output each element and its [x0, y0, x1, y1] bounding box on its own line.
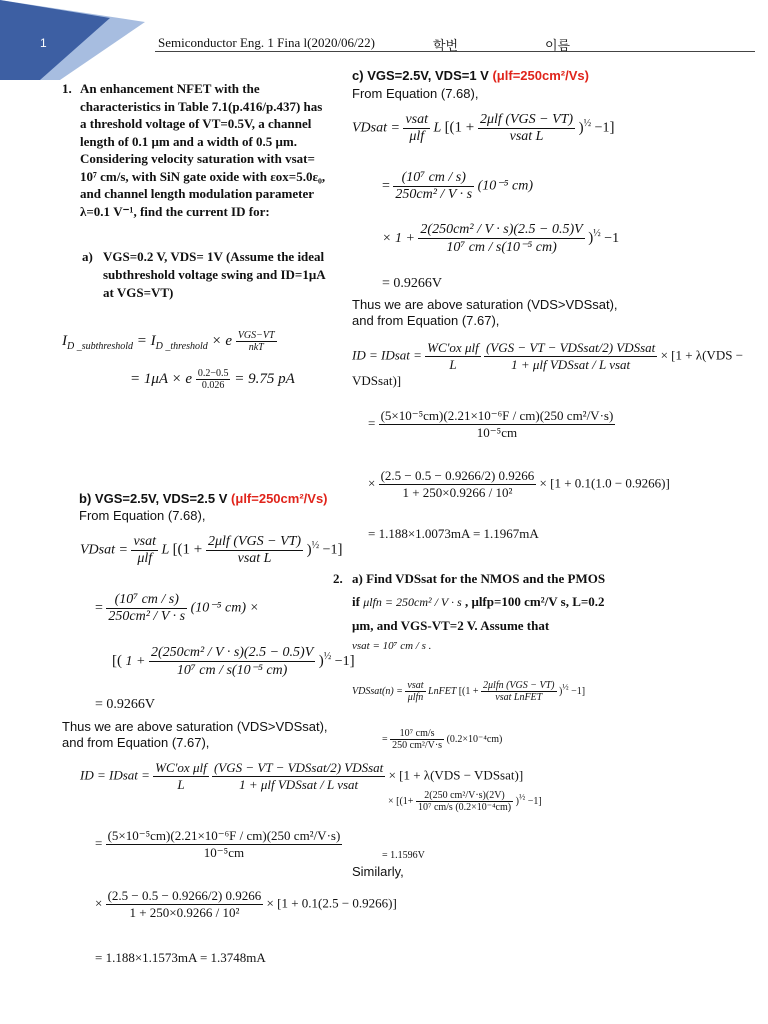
2a-step2-tail: (0.2×10⁻⁴cm)	[446, 733, 503, 745]
2a-vdsat-inner-frac	[481, 680, 556, 703]
2a-vdsat-L: LnFET	[428, 685, 457, 697]
eq2-exponent	[196, 368, 231, 391]
eq-exp-den: nkT	[248, 342, 264, 353]
b-step3-den: 10⁷ cm / s(10⁻⁵ cm)	[176, 663, 288, 678]
c-vdsat-lhs: VDsat =	[352, 120, 400, 136]
c-step3-lead: × 1 +	[382, 231, 415, 247]
2a-vdsat-tail: −1	[571, 685, 582, 697]
vdsat-inner-den: vsat L	[237, 551, 272, 566]
b-sub-num: (2.5 − 0.5 − 0.9266/2) 0.9266	[107, 888, 262, 903]
question-2a-label: a)	[352, 571, 363, 586]
question-1	[62, 80, 332, 220]
question-2-number: 2.	[333, 571, 343, 586]
c-vdsat-frac-num: vsat	[405, 112, 429, 127]
2a-step3-tail: −1	[527, 795, 539, 807]
2a-step3-den: 10⁷ cm/s (0.2×10⁻⁴cm)	[417, 802, 512, 813]
equation-c-numeric: = $\frac{\text{(5×10⁻⁵cm)(2.21×10⁻⁶F / cm)(250 cm²/V·s)}}{\text{10⁻⁵cm}}$	[368, 408, 614, 440]
question-1b-from: From Equation (7.68),	[79, 508, 206, 523]
page-number: 1	[40, 36, 47, 50]
eq-mid-sub: D _threshold	[155, 340, 208, 352]
b-step2-den: 250cm² / V · s	[108, 609, 186, 624]
b-sub-frac	[106, 888, 264, 921]
c-sub-den: 1 + 250×0.9266 / 10²	[402, 485, 513, 500]
vdsat-frac-num: vsat	[133, 534, 157, 549]
b-numeric-num: (5×10⁻⁵cm)(2.21×10⁻⁶F / cm)(250 cm²/V·s)	[107, 828, 341, 843]
b-numeric-den: 10⁻⁵cm	[203, 845, 245, 860]
eq2-lhs: = 1μA × e	[130, 370, 193, 387]
b-id-den2: 1 + μlf VDSsat / L vsat	[239, 777, 359, 792]
question-1c-label: c)	[352, 68, 364, 83]
equation-c-id	[352, 340, 768, 389]
eq2-exp-num: 0.2−0.5	[197, 368, 229, 379]
c-step2-den: 250cm² / V · s	[395, 187, 473, 202]
c-id-num1: WC'ox μlf	[427, 340, 479, 355]
question-1c-conditions: VGS=2.5V, VDS=1 V	[367, 68, 489, 83]
b-step3-tail: −1	[334, 654, 350, 670]
2a-vdsat-inner-den: vsat LnFET	[495, 692, 543, 703]
question-2a-vsat: vsat = 10⁷ cm / s .	[352, 640, 432, 652]
b-id-den1: L	[177, 777, 185, 792]
eq-exponent	[236, 330, 277, 353]
vdsat-lhs: VDsat =	[80, 542, 128, 558]
c-step2-frac	[393, 170, 474, 203]
question-1b-conditions: VGS=2.5V, VDS=2.5 V	[94, 491, 228, 506]
b-step3-lead: 1 +	[125, 654, 146, 670]
2a-vdsat-lhs: VDSsat(n) =	[352, 685, 403, 697]
header-rule	[155, 51, 755, 52]
b-id-frac1	[153, 760, 209, 793]
c-id-frac1	[425, 340, 481, 373]
2a-vdsat-frac	[405, 680, 425, 703]
c-id-frac2	[484, 340, 657, 373]
equation-2a-step2: = $\frac{\text{10⁷ cm/s}}{\text{250 cm²/V·s}}$ (0.2×10⁻⁴cm)	[382, 728, 503, 751]
question-1-text: An enhancement NFET with the characteristics in Table 7.1(p.416/p.437) has a threshold voltage of VT=0.5V, a channel length of 0.1 μm and a width of 0.5 μm. Considering velocity saturation with vsat= 10⁷ cm/s, with SiN gate oxide with εox=5.0ε₀, and channel length modulation parameter λ=0.1 V⁻¹, find the current ID for:	[80, 81, 326, 219]
c-vdsat-frac	[403, 112, 430, 145]
question-1c-heading	[352, 68, 589, 84]
vdsat-frac	[131, 534, 158, 567]
2a-vdsat-frac-num: vsat	[407, 680, 424, 691]
b-step2-frac	[106, 592, 187, 625]
equation-subthreshold-2	[130, 368, 295, 391]
question-1b-heading	[79, 491, 328, 507]
c-step2-tail: (10⁻⁵ cm)	[477, 178, 533, 194]
b-sub-den: 1 + 250×0.9266 / 10²	[129, 905, 240, 920]
b-id-num1: WC'ox μlf	[155, 760, 207, 775]
c-step3-frac	[418, 222, 584, 256]
2a-step2-den: 250 cm²/V·s	[392, 740, 443, 751]
b-step3-frac	[149, 645, 315, 679]
c-step3-tail: −1	[604, 231, 620, 247]
c-sub-tail: × [1 + 0.1(1.0 − 0.9266)]	[539, 475, 670, 491]
equation-b-id	[80, 760, 523, 793]
c-id-den2: 1 + μlf VDSsat / L vsat	[511, 357, 631, 372]
b-step2-num: (10⁷ cm / s)	[106, 592, 187, 609]
equation-b-step2: = $\frac{\text{(10⁷ cm / s)}}{\text{250cm² / V · s}}$ (10⁻⁵ cm) ×	[95, 592, 259, 624]
question-1c-mobility: (μlf=250cm²/Vs)	[492, 68, 589, 83]
header-name-label: 이름	[545, 38, 571, 53]
b-id-num2: (VGS − VT − VDSsat/2) VDSsat	[213, 760, 384, 775]
eq-mid: = I	[136, 332, 156, 349]
2a-step2-num: 10⁷ cm/s	[390, 728, 444, 740]
vdsat-frac-den: μlf	[137, 551, 153, 566]
c-vdsat-frac-den: μlf	[409, 129, 425, 144]
vdsat-inner-frac	[206, 534, 303, 567]
question-1a-text: VGS=0.2 V, VDS= 1V (Assume the ideal subthreshold voltage swing and ID=1μA at VGS=VT)	[103, 249, 325, 300]
header-student-id-label: 학번	[433, 38, 459, 53]
b-sub-tail: × [1 + 0.1(2.5 − 0.9266)]	[266, 895, 397, 911]
c-final-result: = 1.188×1.0073mA = 1.1967mA	[368, 526, 539, 541]
2a-step3-frac	[416, 790, 513, 813]
eq-exp-num: VGS−VT	[237, 330, 275, 341]
c-step2-num: (10⁷ cm / s)	[393, 170, 474, 187]
question-2a-if: if	[352, 594, 360, 609]
c-vdsat-inner-num: 2μlf (VGS − VT)	[480, 112, 574, 127]
page-corner-decoration	[0, 0, 150, 80]
question-2a	[352, 571, 605, 587]
question-2a-text1: Find VDSsat for the NMOS and the PMOS	[366, 571, 606, 586]
question-1c-from: From Equation (7.68),	[352, 86, 479, 101]
b-id-lhs: ID = IDsat =	[80, 767, 150, 783]
c-vdsat-inner-frac	[478, 112, 575, 145]
equation-b-numeric: = $\frac{\text{(5×10⁻⁵cm)(2.21×10⁻⁶F / cm)(250 cm²/V·s)}}{\text{10⁻⁵cm}}$	[95, 828, 341, 860]
question-1a-label: a)	[82, 249, 93, 264]
equation-c-step2: = $\frac{\text{(10⁷ cm / s)}}{\text{250cm² / V · s}}$ (10⁻⁵ cm)	[382, 170, 533, 202]
2a-vdsat-inner-num: 2μlfn (VGS − VT)	[483, 680, 555, 691]
question-2a-line2	[352, 594, 605, 610]
vdsat-inner-num: 2μlf (VGS − VT)	[208, 534, 302, 549]
c-numeric-num: (5×10⁻⁵cm)(2.21×10⁻⁶F / cm)(250 cm²/V·s)	[380, 408, 614, 423]
eq2-exp-den: 0.026	[201, 380, 225, 391]
2a-result: = 1.1596V	[382, 850, 425, 861]
b-step3-num: 2(250cm² / V · s)(2.5 − 0.5)V	[150, 645, 314, 660]
equation-2a-step3: × [(1+ $\frac{\text{2(250 cm²/V·s)(2V)}}{\text{10⁷ cm/s (0.2×10⁻⁴cm)}}$ )$^{\frac{1}{2}}$ −1]	[388, 790, 542, 813]
eq-lhs: I	[62, 332, 67, 349]
equation-c-step3: × 1 + $\frac{\text{2(250cm² / V · s)(2.5 − 0.5)V}}{\text{10⁷ cm / s(10⁻⁵ cm)}}$ )$^{\frac{1}{2}}$ −1	[382, 222, 620, 255]
question-1b-label: b)	[79, 491, 92, 506]
b-step2-tail: (10⁻⁵ cm) ×	[190, 600, 259, 616]
c-vdsat-L: L	[433, 120, 442, 136]
equation-subthreshold-1	[62, 330, 277, 353]
eq2-result: = 9.75 pA	[234, 370, 295, 387]
c-id-num2: (VGS − VT − VDSsat/2) VDSsat	[485, 340, 656, 355]
c-numeric-frac	[379, 408, 616, 441]
c-numeric-den: 10⁻⁵cm	[476, 425, 518, 440]
c-id-den1: L	[449, 357, 457, 372]
similarly-text: Similarly,	[352, 864, 404, 879]
c-vdsat-tail: −1	[594, 120, 610, 136]
2a-vdsat-frac-den: μlfn	[407, 692, 424, 703]
equation-c-substituted: × $\frac{(2.5 - 0.5 - 0.9266/2) 0.9266}{\text{1 + 250×0.9266 / 10²}}$ × [1 + 0.1(1.0 − 0.9266)]	[368, 468, 670, 500]
equation-vdsat-b: VDsat = $\frac{\text{vsat}}{\text{μlf}}$ L [(1 + $\frac{\text{2μlf (VGS − VT)}}{\text{vsat L}}$ )$^{\frac{1}{2}}$ −1]	[80, 534, 343, 566]
b-id-frac2	[212, 760, 385, 793]
c-vdsat-inner-den: vsat L	[509, 129, 544, 144]
c-step3-num: 2(250cm² / V · s)(2.5 − 0.5)V	[420, 222, 583, 237]
b-final-result: = 1.188×1.1573mA = 1.3748mA	[95, 950, 266, 965]
2a-step3-num: 2(250 cm²/V·s)(2V)	[416, 790, 513, 802]
question-2a-line3: μm, and VGS-VT=2 V. Assume that	[352, 618, 550, 633]
question-1a	[82, 248, 332, 302]
header-title: Semiconductor Eng. 1 Fina l(2020/06/22)	[158, 35, 376, 50]
equation-vdsat-c: VDsat = $\frac{\text{vsat}}{\text{μlf}}$ L [(1 + $\frac{\text{2μlf (VGS − VT)}}{\text{vsat L}}$ )$^{\frac{1}{2}}$ −1]	[352, 112, 615, 144]
vdsat-tail: −1	[322, 542, 338, 558]
2a-step2-frac	[390, 728, 444, 751]
question-1-number: 1.	[62, 81, 72, 96]
c-sub-frac	[379, 468, 537, 501]
vdsat-L: L	[161, 542, 170, 558]
b-vdsat-result: = 0.9266V	[95, 697, 156, 712]
c-step3-den: 10⁷ cm / s(10⁻⁵ cm)	[446, 240, 557, 255]
equation-b-substituted: × $\frac{(2.5 - 0.5 - 0.9266/2) 0.9266}{\text{1 + 250×0.9266 / 10²}}$ × [1 + 0.1(2.5 − 0.9266)]	[95, 888, 397, 920]
equation-b-step3: [( 1 + $\frac{\text{2(250cm² / V · s)(2.5 − 0.5)V}}{\text{10⁷ cm / s(10⁻⁵ cm)}}$ )$^{\frac{1}{2}}$ −1]	[112, 645, 355, 678]
b-numeric-frac	[106, 828, 343, 861]
eq-lhs-sub: D _subthreshold	[67, 340, 134, 352]
c-sub-num: (2.5 − 0.5 − 0.9266/2) 0.9266	[380, 468, 535, 483]
question-1b-mobility: (μlf=250cm²/Vs)	[231, 491, 328, 506]
question-2a-mu-n: μlfn = 250cm² / V · s	[363, 595, 462, 609]
c-id-tail: × [1 + λ(VDS − VDSsat)]	[352, 347, 744, 388]
c-vdsat-result: = 0.9266V	[382, 276, 443, 291]
question-2a-rest: , μlfp=100 cm²/V s, L=0.2	[464, 594, 605, 609]
c-above-saturation: Thus we are above saturation (VDS>VDSsat), and from Equation (7.67),	[352, 297, 618, 328]
b-id-tail: × [1 + λ(VDS − VDSsat)]	[388, 767, 524, 783]
c-id-lhs: ID = IDsat =	[352, 347, 422, 363]
equation-2a-vdsat: VDSsat(n) = $\frac{\text{vsat}}{\text{μlfn}}$ LnFET [(1 + $\frac{\text{2μlfn (VGS − VT)}}{\text{vsat LnFET}}$ )$^{\frac{1}{2}}$ −1]	[352, 680, 586, 703]
eq-exp-base: × e	[211, 332, 233, 349]
b-above-saturation: Thus we are above saturation (VDS>VDSsat), and from Equation (7.67),	[62, 719, 328, 750]
